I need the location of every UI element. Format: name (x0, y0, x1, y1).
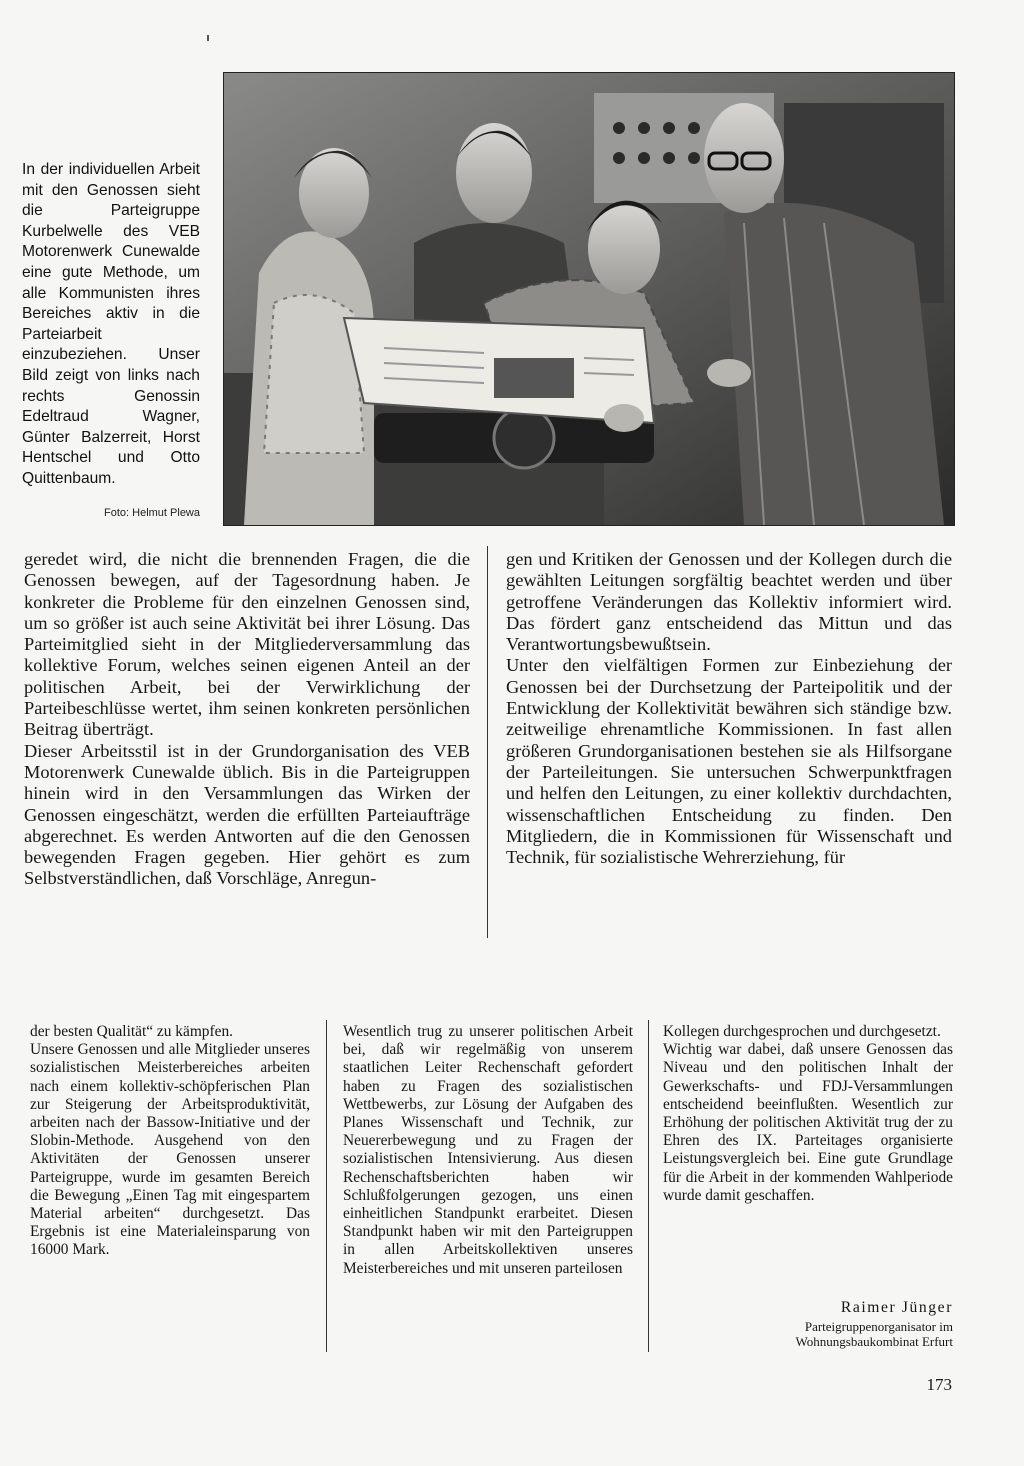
paragraph: gen und Kritiken der Genossen und der Kollegen durch die gewählten Leitungen sorgfältig beachtet werden und über getroffene Veränderungen das Kollektiv informiert wird. Das fördert ganz entscheidend das Mittun und das Verantwortungsbewußtsein. (506, 549, 952, 655)
article-top-column-2 (506, 549, 952, 941)
column-divider (648, 1020, 649, 1352)
paragraph: Wichtig war dabei, daß unsere Genossen das Niveau und den politischen Inhalt der Gewerkschafts- und FDJ-Versammlungen entscheidend beeinflußten. Wesentlich zur Erhöhung der politischen Aktivität trug der zu Ehren des IX. Parteitages organisierte Leistungsvergleich bei. Eine gute Grundlage für die Arbeit in der kommenden Wahlperiode wurde damit geschaffen. (663, 1041, 953, 1204)
workers-reading-newspaper-illustration (224, 73, 954, 525)
column-divider (487, 546, 488, 938)
article-top-column-1 (24, 549, 470, 941)
paragraph: Wesentlich trug zu unserer politischen Arbeit bei, daß wir regelmäßig von unserem staatlichen Leiter Rechenschaft gefordert haben zu Fragen des sozialistischen Wettbewerbs, zur Lösung der Aufgaben des Planes Wissenschaft und Technik, zur Neuererbewegung und zu Fragen der sozialistischen Intensivierung. Aus diesen Rechenschaftsberichten haben wir Schlußfolgerungen gezogen, uns einen einheitlichen Standpunkt erarbeitet. Diesen Standpunkt haben wir mit den Parteigruppen in allen Arbeitskollektiven unseres Meisterbereiches und mit unseren parteilosen (343, 1023, 633, 1277)
paragraph: Dieser Arbeitsstil ist in der Grundorganisation des VEB Motorenwerk Cunewalde üblich. Bis in die Parteigruppen hinein wird in den Versammlungen das Wirken der Genossen eingeschätzt, werden die erfüllten Parteiaufträge abgerechnet. Es werden Antworten auf die den Genossen bewegenden Fragen gegeben. Hier gehört es zum Selbstverständlichen, daß Vorschläge, Anregun- (24, 740, 470, 889)
paragraph: der besten Qualität“ zu kämpfen. (30, 1023, 233, 1040)
paragraph: Unter den vielfältigen Formen zur Einbeziehung der Genossen bei der Durchsetzung der Parteipolitik und der Entwicklung der Kollektivität bewähren sich ständige bzw. zeitweilige ehrenamtliche Kommissionen. In fast allen größeren Grundorganisationen bestehen sie als Hilfsorgane der Parteileitungen. Sie untersuchen Schwerpunktfragen und helfen den Leitungen, zu einer kollektiv durchdachten, wissenschaftlichen Entscheidung zu finden. Den Mitgliedern, die in Kommissionen für Wissenschaft und Technik, für sozialistische Wehrerziehung, für (506, 655, 952, 868)
paragraph: Kollegen durchgesprochen und durchgesetzt. (663, 1023, 941, 1040)
author-name: Raimer Jünger (840, 1299, 953, 1316)
photo (223, 72, 955, 526)
author-role (663, 1320, 953, 1349)
article-bottom-column-1 (30, 1023, 310, 1353)
paragraph: geredet wird, die nicht die brennenden Fragen, die die Genossen bewegen, auf der Tagesordnung haben. Je konkreter die Probleme für den einzelnen Genossen sind, um so größer ist auch seine Aktivität bei ihrer Lösung. Das Parteimitglied sieht in der Mitgliederversammlung das kollektive Forum, welches seinen eigenen Anteil an der politischen Arbeit, bei der Verwirklichung der Parteibeschlüsse wertet, ihm seinen konkreten persönlichen Beitrag überträgt. (24, 549, 470, 740)
photo-credit: Foto: Helmut Plewa (104, 507, 200, 519)
author-role-line: Wohnungsbaukombinat Erfurt (795, 1333, 953, 1349)
page-number: 173 (926, 1375, 952, 1394)
article-bottom-column-2 (343, 1023, 633, 1353)
author-role-line: Parteigruppenorganisator im (804, 1319, 953, 1334)
print-speck (207, 35, 209, 41)
photo-caption: In der individuellen Arbeit mit den Genossen sieht die Parteigruppe Kurbelwelle des VEB Motorenwerk Cunewalde eine gute Methode, um alle Kommunisten ihres Bereiches aktiv in die Parteiarbeit einzubeziehen. Unser Bild zeigt von links nach rechts Genossin Edeltraud Wagner, Günter Balzerreit, Horst Hentschel und Otto Quittenbaum. (22, 161, 200, 487)
column-divider (326, 1020, 327, 1352)
paragraph: Unsere Genossen und alle Mitglieder unseres sozialistischen Meisterbereiches arbeiten nach einem kollektiv-schöpferischen Plan zur Steigerung der Arbeitsproduktivität, arbeiten nach der Bassow-Initiative und der Slobin-Methode. Ausgehend von den Aktivitäten der Genossen unserer Parteigruppe, wurde im gesamten Bereich die Bewegung „Einen Tag mit eingespartem Material arbeiten“ durchgesetzt. Das Ergebnis ist eine Materialeinsparung von 16000 Mark. (30, 1041, 310, 1259)
